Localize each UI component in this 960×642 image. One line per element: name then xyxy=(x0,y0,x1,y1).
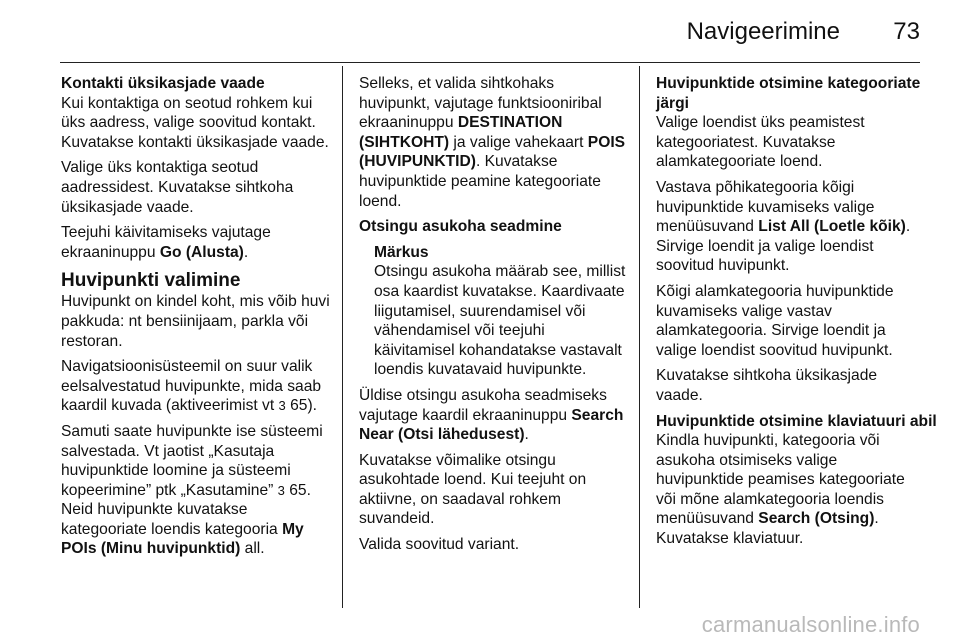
paragraph: Valige üks kontaktiga seotud aadressidest. Kuvatakse sihtkoha üksikasjade vaade. xyxy=(61,159,294,216)
paragraph: Kuvatakse sihtkoha üksikasjade vaade. xyxy=(656,367,878,404)
pois-tab-label: POIS (HUVIPUNKTID) xyxy=(359,133,626,171)
paragraph: Huvipunkt on kindel koht, mis võib huvi pakkuda: nt bensiinijaam, parkla või restoran. xyxy=(61,293,330,350)
go-button-label: Go (Alusta) xyxy=(159,243,244,261)
search-near-button-label: Search Near (Otsi lähedusest) xyxy=(359,406,624,444)
header-divider xyxy=(60,62,920,63)
column-1 xyxy=(61,74,331,565)
paragraph: Navigatsioonisüsteemil on suur valik eelsalvestatud huvipunkte, mida saab kaardil kuvada (aktiveerimist vt 3 65). xyxy=(61,358,322,415)
list-all-option-label: List All (Loetle kõik) xyxy=(758,218,906,236)
paragraph: Kui kontaktiga on seotud rohkem kui üks aadress, valige soovitud kontakt. Kuvatakse kontakti üksikasjade vaade. xyxy=(61,94,329,151)
watermark: carmanualsonline.info xyxy=(701,612,920,637)
paragraph: Valige loendist üks peamistest kategooriatest. Kuvatakse alamkategooriate loend. xyxy=(656,114,865,171)
paragraph: Vastava põhikategooria kõigi huvipunktide kuvamiseks valige menüüsuvand List All (Loetle kõik). Sirvige loendit ja valige loendist soovitud huvipunkt. xyxy=(656,178,911,275)
paragraph: Valida soovitud variant. xyxy=(359,536,520,554)
my-pois-label: My POIs (Minu huvipunktid) xyxy=(61,520,304,558)
note-text: Otsingu asukoha määrab see, millist osa kaardist kuvatakse. Kaardivaate liigutamisel, suurendamisel või vähendamisel või teejuhi käivitamisel kohandatakse vastavalt loendis kuvatavaid huvipunkte. xyxy=(374,263,626,379)
column-2 xyxy=(359,74,627,561)
column-divider-1 xyxy=(342,66,343,608)
paragraph: Kindla huvipunkti, kategooria või asukoha otsimiseks valige huvipunktide peamises kategooriate või mõne alamkategooria loendis menüüsuvand Search (Otsing). Kuvatakse klaviatuur. xyxy=(656,432,905,548)
page-reference-icon: 3 xyxy=(277,482,285,498)
paragraph: Samuti saate huvipunkte ise süsteemi salvestada. Vt jaotist „Kasutaja huvipunktide loomine ja süsteemi kopeerimine” ptk „Kasutamine” 3 65. Neid huvipunkte kuvatakse kategooriate loendis kategooria My POIs (Minu huvipunktid) all. xyxy=(61,422,323,558)
column-3 xyxy=(656,74,937,555)
page-title: Navigeerimine xyxy=(686,18,840,45)
paragraph: Teejuhi käivitamiseks vajutage ekraaninuppu Go (Alusta). xyxy=(61,224,271,261)
paragraph: Kuvatakse võimalike otsingu asukohtade loend. Kui teejuht on aktiivne, on saadaval rohkem suvandeid. xyxy=(359,451,587,528)
page-header xyxy=(0,0,960,62)
heading-search-by-keyboard: Huvipunktide otsimine klaviatuuri abil xyxy=(656,412,937,430)
paragraph: Selleks, et valida sihtkohaks huvipunkt, vajutage funktsiooniribal ekraaninuppu DESTINATION (SIHTKOHT) ja valige vahekaart POIS (HUVIPUNKTID). Kuvatakse huvipunktide peamine kategooriate loend. xyxy=(359,75,626,210)
paragraph: Kõigi alamkategooria huvipunktide kuvamiseks valige vastav alamkategooria. Sirvige loendit ja valige loendist soovitud huvipunkt. xyxy=(656,282,894,359)
page-reference-icon: 3 xyxy=(278,398,286,414)
heading-contact-details: Kontakti üksikasjade vaade xyxy=(61,75,265,92)
page-number: 73 xyxy=(893,18,920,45)
heading-search-location: Otsingu asukoha seadmine xyxy=(359,218,562,236)
destination-button-label: DESTINATION (SIHTKOHT) xyxy=(359,114,563,151)
search-option-label: Search (Otsing) xyxy=(758,510,875,528)
note-box xyxy=(374,243,627,380)
column-divider-2 xyxy=(639,66,640,608)
paragraph: Üldise otsingu asukoha seadmiseks vajutage kaardil ekraaninuppu Search Near (Otsi lähedusest). xyxy=(359,386,624,444)
heading-search-by-category: Huvipunktide otsimine kategooriate järgi xyxy=(656,75,921,112)
note-title: Märkus xyxy=(374,243,429,261)
heading-poi-selection: Huvipunkti valimine xyxy=(61,270,241,292)
